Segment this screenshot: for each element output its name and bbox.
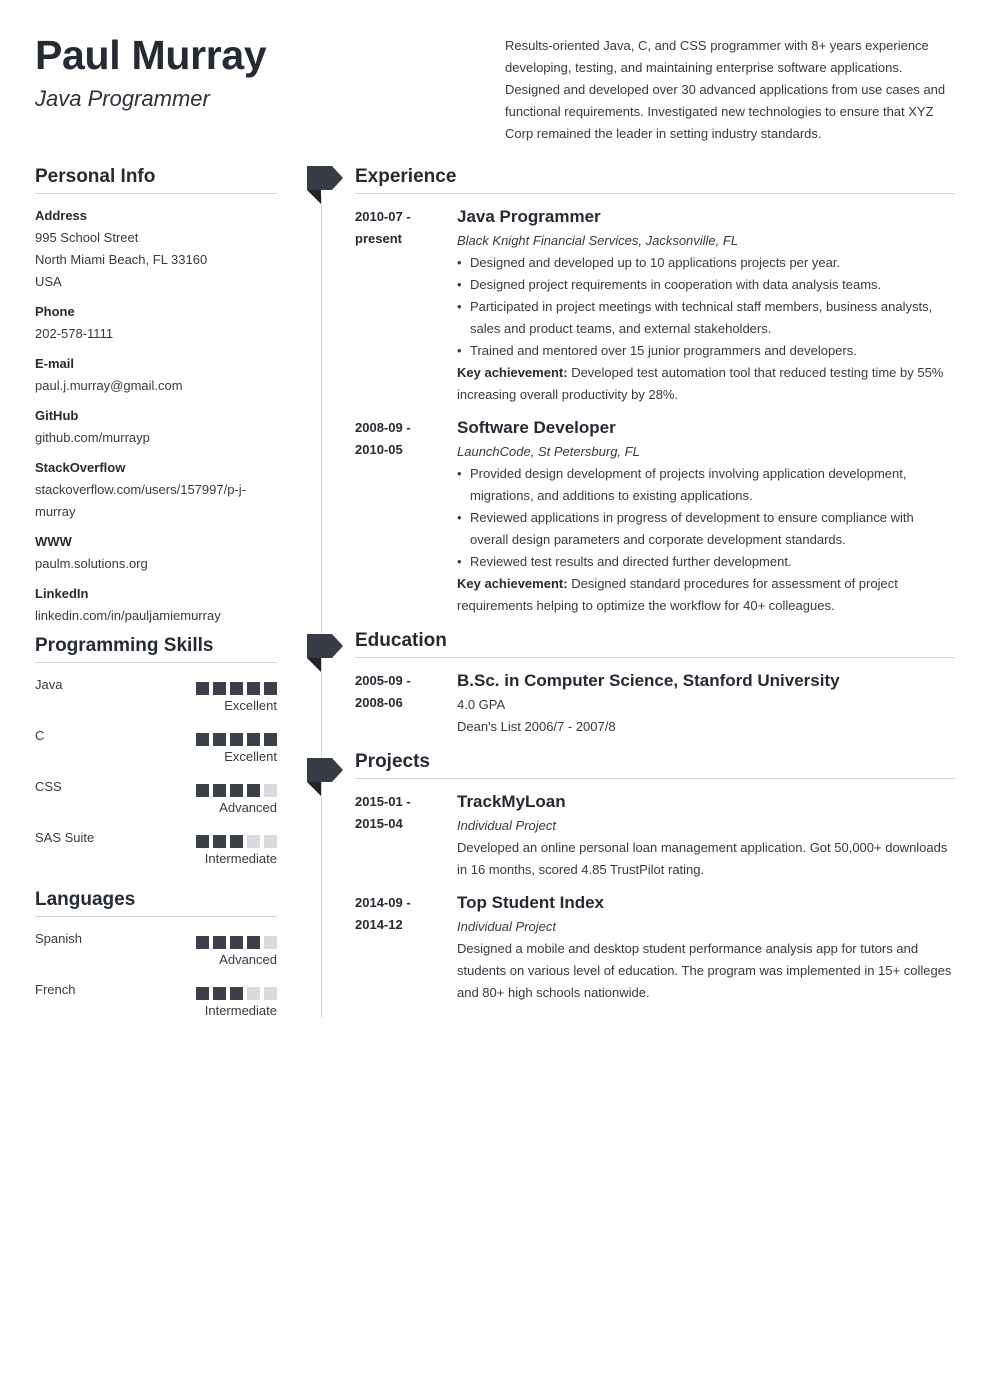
- email-block: [35, 353, 277, 397]
- languages-section: [35, 889, 277, 1030]
- address-label: Address: [35, 208, 88, 223]
- honors: Dean's List 2006/7 - 2007/8: [457, 719, 616, 734]
- skill-rating: [196, 936, 277, 949]
- profile-summary: Results-oriented Java, C, and CSS programmer with 8+ years experience developing, testing, and maintaining enterprise software applications. Designed and developed over 30 advanced applications from use cases and functional requirements. Investigated new technologies to ensure that XYZ Corp remained the leader in setting industry standards.: [505, 38, 946, 141]
- education-heading: Education: [355, 630, 955, 658]
- www-label: WWW: [35, 534, 72, 549]
- skill-level: Advanced: [219, 800, 277, 815]
- github-label: GitHub: [35, 408, 79, 423]
- bullet-item: • Reviewed applications in progress of development to ensure compliance with overall design parameters and corporate development standards.: [457, 507, 955, 551]
- entry-company: Black Knight Financial Services, Jacksonville, FL: [457, 233, 739, 248]
- personal-info-heading: Personal Info: [35, 166, 277, 194]
- linkedin-value[interactable]: linkedin.com/in/pauljamiemurray: [35, 608, 221, 623]
- rating-dot-empty: [264, 835, 277, 848]
- rating-dot-empty: [264, 784, 277, 797]
- project-title: Top Student Index: [457, 893, 605, 912]
- date-end: 2008-06: [355, 695, 403, 710]
- bullet-item: • Provided design development of projects involving application development, migrations, and additions to existing applications.: [457, 463, 955, 507]
- skill-name: CSS: [35, 779, 62, 794]
- www-value[interactable]: paulm.solutions.org: [35, 556, 148, 571]
- project-title: TrackMyLoan: [457, 792, 566, 811]
- entry-date: [355, 791, 445, 835]
- bullet-item: • Reviewed test results and directed further development.: [457, 551, 955, 573]
- date-start: 2014-09 -: [355, 895, 411, 910]
- rating-dot-empty: [264, 987, 277, 1000]
- gpa: 4.0 GPA: [457, 697, 506, 712]
- phone-label: Phone: [35, 304, 75, 319]
- bullet-item: • Designed project requirements in cooperation with data analysis teams.: [457, 274, 955, 296]
- skill-rating: [196, 682, 277, 695]
- right-column: [355, 166, 955, 1004]
- skill-name: Java: [35, 677, 63, 692]
- key-achievement: [457, 573, 955, 617]
- skill-row: [35, 928, 277, 979]
- rating-dot-filled: [196, 784, 209, 797]
- rating-dot-filled: [230, 835, 243, 848]
- project-type: Individual Project: [457, 818, 556, 833]
- rating-dot-filled: [230, 987, 243, 1000]
- rating-dot-empty: [247, 987, 260, 1000]
- email-value[interactable]: paul.j.murray@gmail.com: [35, 378, 183, 393]
- rating-dot-filled: [213, 733, 226, 746]
- skill-rating: [196, 987, 277, 1000]
- skill-name: SAS Suite: [35, 830, 95, 845]
- github-value[interactable]: github.com/murrayp: [35, 430, 150, 445]
- experience-entry: [355, 206, 955, 406]
- phone-block: [35, 301, 277, 345]
- rating-dot-filled: [213, 835, 226, 848]
- timeline-line: [321, 196, 322, 1018]
- rating-dot-filled: [247, 682, 260, 695]
- programming-skills-section: [35, 635, 277, 878]
- left-column: [35, 166, 277, 1030]
- key-achievement-text: Developed test automation tool that reduced testing time by 55% increasing overall productivity by 28%.: [457, 365, 944, 402]
- projects-flag-icon: [307, 758, 343, 796]
- education-flag-icon: [307, 634, 343, 672]
- skill-level: Excellent: [224, 698, 277, 713]
- date-start: 2015-01 -: [355, 794, 411, 809]
- languages-heading: Languages: [35, 889, 277, 917]
- bullet-item: • Participated in project meetings with technical staff members, business analysts, sales and product teams, and external stakeholders.: [457, 296, 955, 340]
- stackoverflow-value[interactable]: stackoverflow.com/users/157997/p-j-murray: [35, 482, 246, 519]
- entry-bullets: [457, 252, 955, 362]
- skill-rating: [196, 784, 277, 797]
- rating-dot-filled: [230, 682, 243, 695]
- rating-dot-empty: [264, 936, 277, 949]
- project-type: Individual Project: [457, 919, 556, 934]
- skill-rating: [196, 733, 277, 746]
- key-achievement: [457, 362, 955, 406]
- project-description: Developed an online personal loan management application. Got 50,000+ downloads in 16 months, scored 4.85 TrustPilot rating.: [457, 840, 948, 877]
- rating-dot-filled: [247, 784, 260, 797]
- entry-bullets: [457, 463, 955, 573]
- stackoverflow-block: [35, 457, 277, 523]
- key-achievement-text: Designed standard procedures for assessment of project requirements helping to optimize the workflow for 40+ colleagues.: [457, 576, 898, 613]
- skill-name: C: [35, 728, 45, 743]
- entry-date: [355, 206, 445, 250]
- project-entry: [355, 791, 955, 881]
- entry-company: LaunchCode, St Petersburg, FL: [457, 444, 640, 459]
- rating-dot-filled: [196, 936, 209, 949]
- projects-section: [355, 751, 955, 1004]
- degree-title: B.Sc. in Computer Science, Stanford University: [457, 671, 840, 690]
- job-title-heading: Java Programmer: [35, 86, 210, 111]
- rating-dot-filled: [196, 733, 209, 746]
- rating-dot-filled: [247, 936, 260, 949]
- rating-dot-empty: [247, 835, 260, 848]
- rating-dot-filled: [196, 682, 209, 695]
- experience-entry: [355, 417, 955, 617]
- date-start: 2008-09 -: [355, 420, 411, 435]
- candidate-name: Paul Murray: [35, 32, 267, 78]
- projects-heading: Projects: [355, 751, 955, 779]
- address-block: [35, 205, 277, 293]
- entry-title: Software Developer: [457, 418, 616, 437]
- experience-flag-icon: [307, 166, 343, 204]
- key-achievement-label: Key achievement:: [457, 576, 568, 591]
- rating-dot-filled: [230, 784, 243, 797]
- rating-dot-filled: [196, 987, 209, 1000]
- entry-date: [355, 417, 445, 461]
- skill-name: French: [35, 982, 76, 997]
- skill-row: [35, 674, 277, 725]
- phone-value: 202-578-1111: [35, 326, 114, 341]
- linkedin-block: [35, 583, 277, 627]
- skill-row: [35, 979, 277, 1030]
- education-entry: [355, 670, 955, 738]
- date-end: 2015-04: [355, 816, 403, 831]
- experience-section: [355, 166, 955, 617]
- rating-dot-filled: [213, 936, 226, 949]
- skill-level: Advanced: [219, 952, 277, 967]
- stackoverflow-label: StackOverflow: [35, 460, 126, 475]
- bullet-item: • Trained and mentored over 15 junior programmers and developers.: [457, 340, 955, 362]
- address-line: 995 School Street: [35, 230, 139, 245]
- skill-row: [35, 776, 277, 827]
- skill-level: Intermediate: [204, 1003, 277, 1018]
- date-start: 2005-09 -: [355, 673, 411, 688]
- skill-row: [35, 725, 277, 776]
- date-end: 2014-12: [355, 917, 403, 932]
- address-line: USA: [35, 274, 62, 289]
- programming-skills-heading: Programming Skills: [35, 635, 277, 663]
- date-start: 2010-07 -: [355, 209, 411, 224]
- bullet-item: • Designed and developed up to 10 applications projects per year.: [457, 252, 955, 274]
- skill-name: Spanish: [35, 931, 82, 946]
- date-end: 2010-05: [355, 442, 403, 457]
- github-block: [35, 405, 277, 449]
- rating-dot-filled: [230, 936, 243, 949]
- rating-dot-filled: [213, 682, 226, 695]
- email-label: E-mail: [35, 356, 75, 371]
- skill-rating: [196, 835, 277, 848]
- entry-date: [355, 670, 445, 714]
- personal-info-section: [35, 166, 277, 627]
- entry-date: [355, 892, 445, 936]
- experience-heading: Experience: [355, 166, 955, 194]
- entry-title: Java Programmer: [457, 207, 601, 226]
- rating-dot-filled: [247, 733, 260, 746]
- skill-level: Excellent: [224, 749, 277, 764]
- rating-dot-filled: [264, 733, 277, 746]
- project-entry: [355, 892, 955, 1004]
- linkedin-label: LinkedIn: [35, 586, 89, 601]
- key-achievement-label: Key achievement:: [457, 365, 568, 380]
- date-end: present: [355, 231, 402, 246]
- rating-dot-filled: [264, 682, 277, 695]
- rating-dot-filled: [196, 835, 209, 848]
- skill-level: Intermediate: [204, 851, 277, 866]
- www-block: [35, 531, 277, 575]
- skill-row: [35, 827, 277, 878]
- project-description: Designed a mobile and desktop student performance analysis app for tutors and students on various level of education. The program was implemented in 15+ colleges and 80+ high schools nationwide.: [457, 941, 952, 1000]
- education-section: [355, 630, 955, 738]
- address-line: North Miami Beach, FL 33160: [35, 252, 208, 267]
- rating-dot-filled: [213, 987, 226, 1000]
- rating-dot-filled: [213, 784, 226, 797]
- rating-dot-filled: [230, 733, 243, 746]
